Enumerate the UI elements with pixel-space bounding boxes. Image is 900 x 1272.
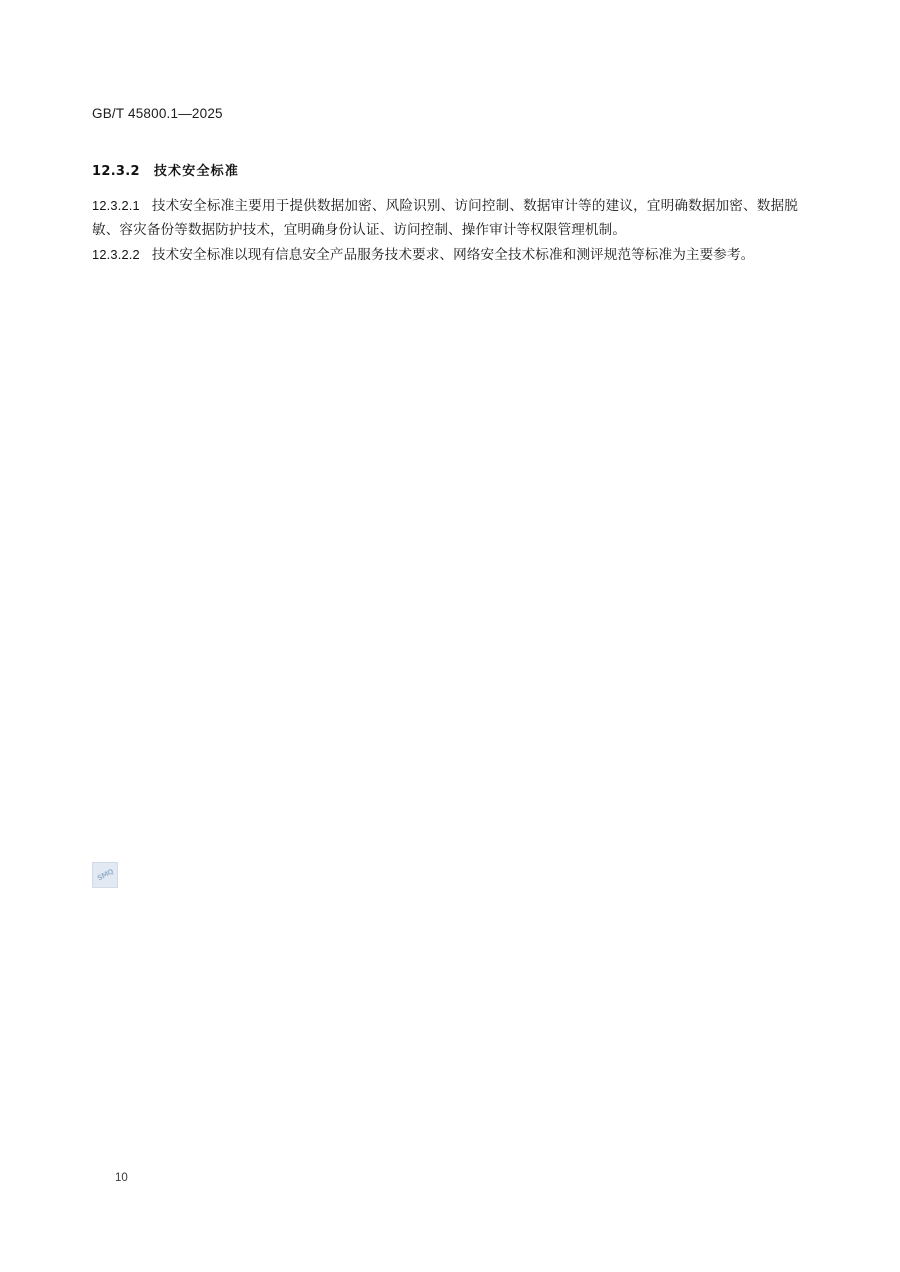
clause-text: 技术安全标准以现有信息安全产品服务技术要求、网络安全技术标准和测评规范等标准为主要参考。 xyxy=(151,247,755,263)
watermark-logo xyxy=(92,862,118,888)
section-title: 技术安全标准 xyxy=(153,164,240,179)
clause-number: 12.3.2.2 xyxy=(92,247,140,262)
standard-number-header: GB/T 45800.1—2025 xyxy=(92,106,223,121)
section-heading xyxy=(92,160,239,179)
watermark-text: SMQ xyxy=(95,867,115,883)
page-number: 10 xyxy=(115,1172,128,1184)
clause-text: 技术安全标准主要用于提供数据加密、风险识别、访问控制、数据审计等的建议，宜明确数据加密、数据脱敏、容灾备份等数据防护技术，宜明确身份认证、访问控制、操作审计等权限管理机制。 xyxy=(92,198,798,238)
clause-paragraph xyxy=(92,243,798,268)
body-content xyxy=(92,194,798,268)
section-number: 12.3.2 xyxy=(92,164,140,179)
clause-paragraph xyxy=(92,194,798,242)
clause-number: 12.3.2.1 xyxy=(92,198,140,213)
